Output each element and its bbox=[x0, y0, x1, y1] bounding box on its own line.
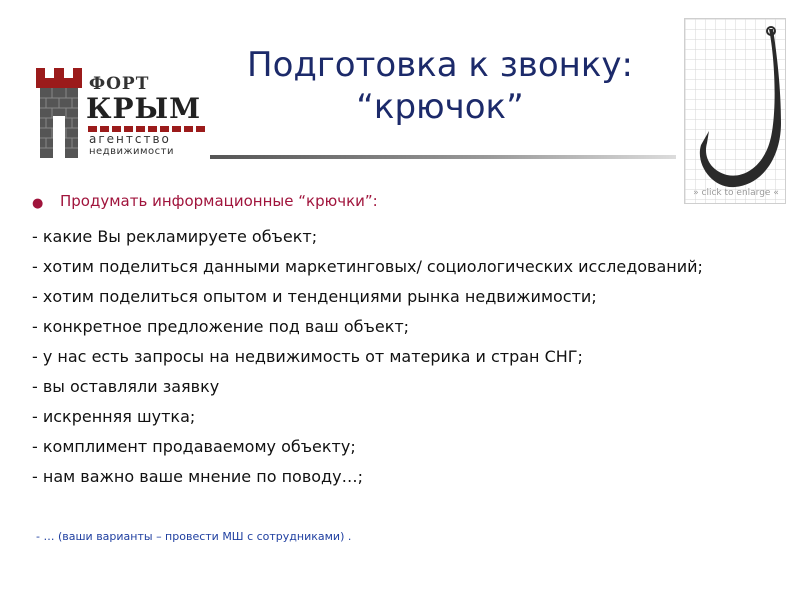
list-item: - какие Вы рекламируете объект; bbox=[32, 227, 318, 246]
logo-line-agency: агентство bbox=[89, 132, 171, 146]
list-item: - комплимент продаваемому объекту; bbox=[32, 437, 356, 456]
slide-content bbox=[32, 192, 772, 489]
fortress-tower-icon bbox=[36, 68, 82, 158]
company-logo bbox=[36, 68, 202, 160]
slide-title-line1: Подготовка к звонку: bbox=[247, 45, 633, 85]
list-item: - хотим поделиться данными маркетинговых/ социологических исследований; bbox=[32, 257, 703, 276]
list-item: - вы оставляли заявку bbox=[32, 377, 220, 396]
list-item: - искренняя шутка; bbox=[32, 407, 196, 426]
slide-title-line2: “крючок” bbox=[356, 87, 524, 127]
slide-title bbox=[210, 44, 670, 128]
footnote: - … (ваши варианты – провести МШ с сотрудниками) . bbox=[36, 530, 352, 543]
logo-line-realty: недвижимости bbox=[89, 146, 174, 157]
bullet-heading-text: Продумать информационные “крючки”: bbox=[60, 192, 378, 210]
list-item: - хотим поделиться опытом и тенденциями рынка недвижимости; bbox=[32, 287, 597, 306]
hook-image-card[interactable] bbox=[684, 18, 786, 204]
logo-line-krym: КРЫМ bbox=[86, 92, 202, 125]
list-item: - нам важно ваше мнение по поводу…; bbox=[32, 467, 363, 486]
fishing-hook-icon bbox=[685, 19, 785, 203]
list-item: - у нас есть запросы на недвижимость от материка и стран СНГ; bbox=[32, 347, 583, 366]
click-to-enlarge-link[interactable]: » click to enlarge « bbox=[693, 188, 779, 198]
bullet-dot-icon: ● bbox=[32, 196, 44, 211]
logo-line-fort: ФОРТ bbox=[89, 74, 150, 94]
list-item: - конкретное предложение под ваш объект; bbox=[32, 317, 410, 336]
title-divider bbox=[210, 155, 676, 159]
bullet-heading bbox=[32, 192, 772, 216]
